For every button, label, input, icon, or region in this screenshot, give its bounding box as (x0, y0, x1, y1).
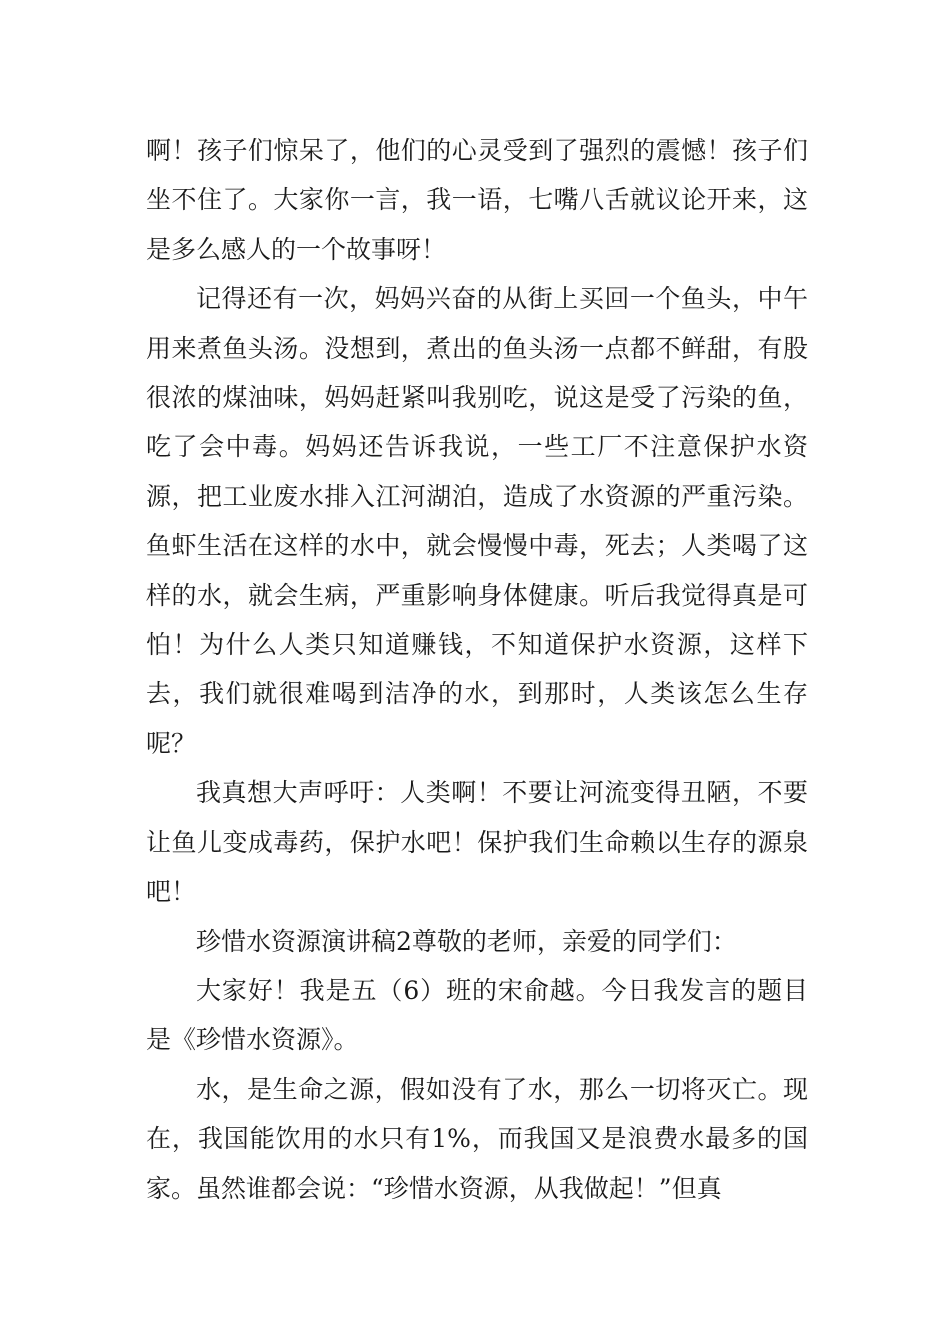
paragraph-6: 水，是生命之源，假如没有了水，那么一切将灭亡。现在，我国能饮用的水只有1%，而我国又是浪费水最多的国家。虽然谁都会说：“珍惜水资源，从我做起！”但真 (146, 1074, 808, 1203)
document-body (146, 126, 808, 1213)
paragraph-3: 我真想大声呼吁：人类啊！不要让河流变得丑陋，不要让鱼儿变成毒药，保护水吧！保护我们生命赖以生存的源泉吧！ (146, 778, 808, 907)
paragraph-4: 珍惜水资源演讲稿2尊敬的老师，亲爱的同学们： (196, 926, 737, 956)
paragraph-5: 大家好！我是五（6）班的宋俞越。今日我发言的题目是《珍惜水资源》。 (146, 975, 808, 1055)
paragraph-2: 记得还有一次，妈妈兴奋的从街上买回一个鱼头，中午用来煮鱼头汤。没想到，煮出的鱼头汤一点都不鲜甜，有股很浓的煤油味，妈妈赶紧叫我别吃，说这是受了污染的鱼，吃了会中毒。妈妈还告诉我说，一些工厂不注意保护水资源，把工业废水排入江河湖泊，造成了水资源的严重污染。鱼虾生活在这样的水中，就会慢慢中毒，死去；人类喝了这样的水，就会生病，严重影响身体健康。听后我觉得真是可怕！为什么人类只知道赚钱，不知道保护水资源，这样下去，我们就很难喝到洁净的水，到那时，人类该怎么生存呢？ (146, 284, 808, 758)
paragraph-1: 啊！孩子们惊呆了，他们的心灵受到了强烈的震憾！孩子们坐不住了。大家你一言，我一语，七嘴八舌就议论开来，这是多么感人的一个故事呀！ (146, 136, 808, 264)
